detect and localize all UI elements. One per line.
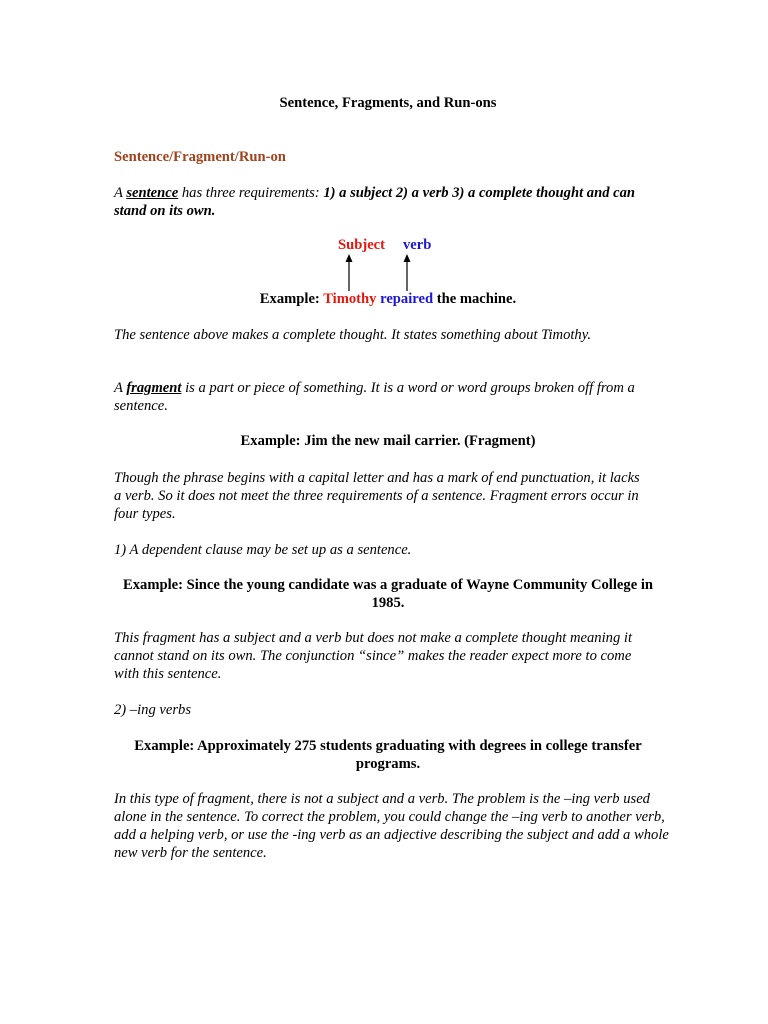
verb-label: verb xyxy=(403,237,432,253)
diagram-example-rest: the machine. xyxy=(433,291,517,307)
fragment-example: Example: Jim the new mail carrier. (Fragment) xyxy=(240,433,536,449)
diagram-example-prefix: Example: xyxy=(259,291,324,307)
subject-label: Subject xyxy=(338,237,386,253)
sentence-def-a: A xyxy=(114,185,127,201)
type-1-note: This fragment has a subject and a verb but does not make a complete thought meaning it cannot stand on its own. The conjunction “since” makes the reader expect more to come with this sentence. xyxy=(114,630,633,682)
sentence-def-mid: has three requirements: xyxy=(178,185,324,201)
type-2-heading: 2) –ing verbs xyxy=(114,702,192,718)
fragment-definition xyxy=(114,379,666,415)
subject-arrow-icon xyxy=(346,254,353,291)
fragment-def-rest: is a part or piece of something. It is a word or word groups broken off from a sentence. xyxy=(114,380,635,414)
sentence-note: The sentence above makes a complete thought. It states something about Timothy. xyxy=(114,327,592,343)
type-1-heading: 1) A dependent clause may be set up as a sentence. xyxy=(114,542,412,558)
section-heading: Sentence/Fragment/Run-on xyxy=(114,149,286,165)
diagram-example xyxy=(114,290,662,308)
sentence-requirements: 1) a subject 2) a verb 3) a complete thought and can stand on its own. xyxy=(114,185,636,219)
term-fragment: fragment xyxy=(126,380,182,396)
term-sentence: sentence xyxy=(126,185,179,201)
type-2-note: In this type of fragment, there is not a subject and a verb. The problem is the –ing verb used alone in the sentence. To correct the problem, you could change the –ing verb to another verb, add a helping verb, or use the -ing verb as an adjective describing the subject and add a whole new verb for the sentence. xyxy=(114,791,669,861)
verb-arrow-icon xyxy=(404,254,411,291)
fragment-def-a: A xyxy=(114,380,127,396)
type-2-example: Example: Approximately 275 students graduating with degrees in college transfer programs. xyxy=(134,738,642,772)
diagram-arrows xyxy=(0,0,768,300)
fragment-note: Though the phrase begins with a capital letter and has a mark of end punctuation, it lacks a verb. So it does not meet the three requirements of a sentence. Fragment errors occur in four types. xyxy=(114,470,640,522)
page-title: Sentence, Fragments, and Run-ons xyxy=(279,95,497,111)
example-subject: Timothy xyxy=(323,291,377,307)
example-verb: repaired xyxy=(380,291,434,307)
type-1-example: Example: Since the young candidate was a graduate of Wayne Community College in 1985. xyxy=(123,577,653,611)
